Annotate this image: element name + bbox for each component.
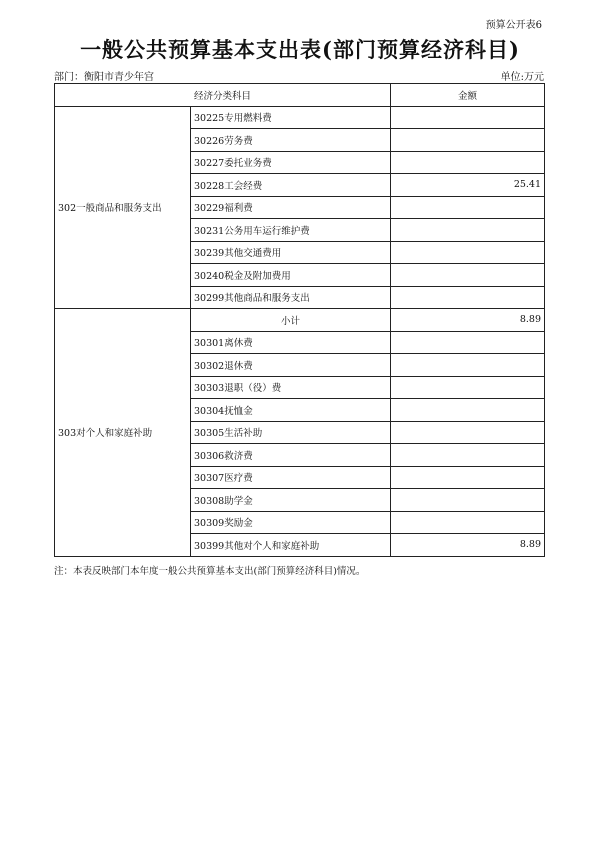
item-amount: 25.41 xyxy=(391,174,545,197)
item-amount xyxy=(391,106,545,129)
item-label: 30302退休费 xyxy=(191,354,391,377)
item-amount xyxy=(391,399,545,422)
form-tag: 预算公开表6 xyxy=(485,20,542,31)
header-category: 经济分类科目 xyxy=(55,84,391,107)
item-label: 小计 xyxy=(191,309,391,332)
item-amount xyxy=(391,511,545,534)
item-label: 30306救济费 xyxy=(191,444,391,467)
item-label: 30299其他商品和服务支出 xyxy=(191,286,391,309)
item-amount: 8.89 xyxy=(391,309,545,332)
table-row xyxy=(55,106,545,129)
item-label: 30240税金及附加费用 xyxy=(191,264,391,287)
item-amount xyxy=(391,489,545,512)
item-label: 30228工会经费 xyxy=(191,174,391,197)
item-amount xyxy=(391,376,545,399)
item-label: 30229福利费 xyxy=(191,196,391,219)
item-amount xyxy=(391,196,545,219)
item-amount xyxy=(391,354,545,377)
item-label: 30225专用燃料费 xyxy=(191,106,391,129)
item-label: 30305生活补助 xyxy=(191,421,391,444)
item-amount xyxy=(391,286,545,309)
item-amount xyxy=(391,151,545,174)
table-header-row xyxy=(55,84,545,107)
item-amount xyxy=(391,219,545,242)
unit-label: 单位:万元 xyxy=(500,72,544,83)
item-amount: 8.89 xyxy=(391,534,545,557)
item-amount xyxy=(391,264,545,287)
item-label: 30303退职（役）费 xyxy=(191,376,391,399)
item-label: 30304抚恤金 xyxy=(191,399,391,422)
item-label: 30227委托业务费 xyxy=(191,151,391,174)
header-amount: 金额 xyxy=(391,84,545,107)
group-label: 303对个人和家庭补助 xyxy=(55,309,191,557)
table-row xyxy=(55,309,545,332)
item-label: 30307医疗费 xyxy=(191,466,391,489)
page-title: 一般公共预算基本支出表(部门预算经济科目) xyxy=(80,37,520,62)
item-label: 30226劳务费 xyxy=(191,129,391,152)
department-label: 部门：衡阳市青少年宫 xyxy=(54,72,154,83)
item-amount xyxy=(391,241,545,264)
item-amount xyxy=(391,444,545,467)
item-amount xyxy=(391,331,545,354)
item-label: 30308助学金 xyxy=(191,489,391,512)
item-label: 30231公务用车运行维护费 xyxy=(191,219,391,242)
group-label: 302一般商品和服务支出 xyxy=(55,106,191,309)
budget-table xyxy=(54,83,545,557)
item-amount xyxy=(391,466,545,489)
item-label: 30309奖励金 xyxy=(191,511,391,534)
item-amount xyxy=(391,421,545,444)
item-amount xyxy=(391,129,545,152)
footnote: 注：本表反映部门本年度一般公共预算基本支出(部门预算经济科目)情况。 xyxy=(54,566,366,577)
item-label: 30399其他对个人和家庭补助 xyxy=(191,534,391,557)
item-label: 30239其他交通费用 xyxy=(191,241,391,264)
item-label: 30301离休费 xyxy=(191,331,391,354)
